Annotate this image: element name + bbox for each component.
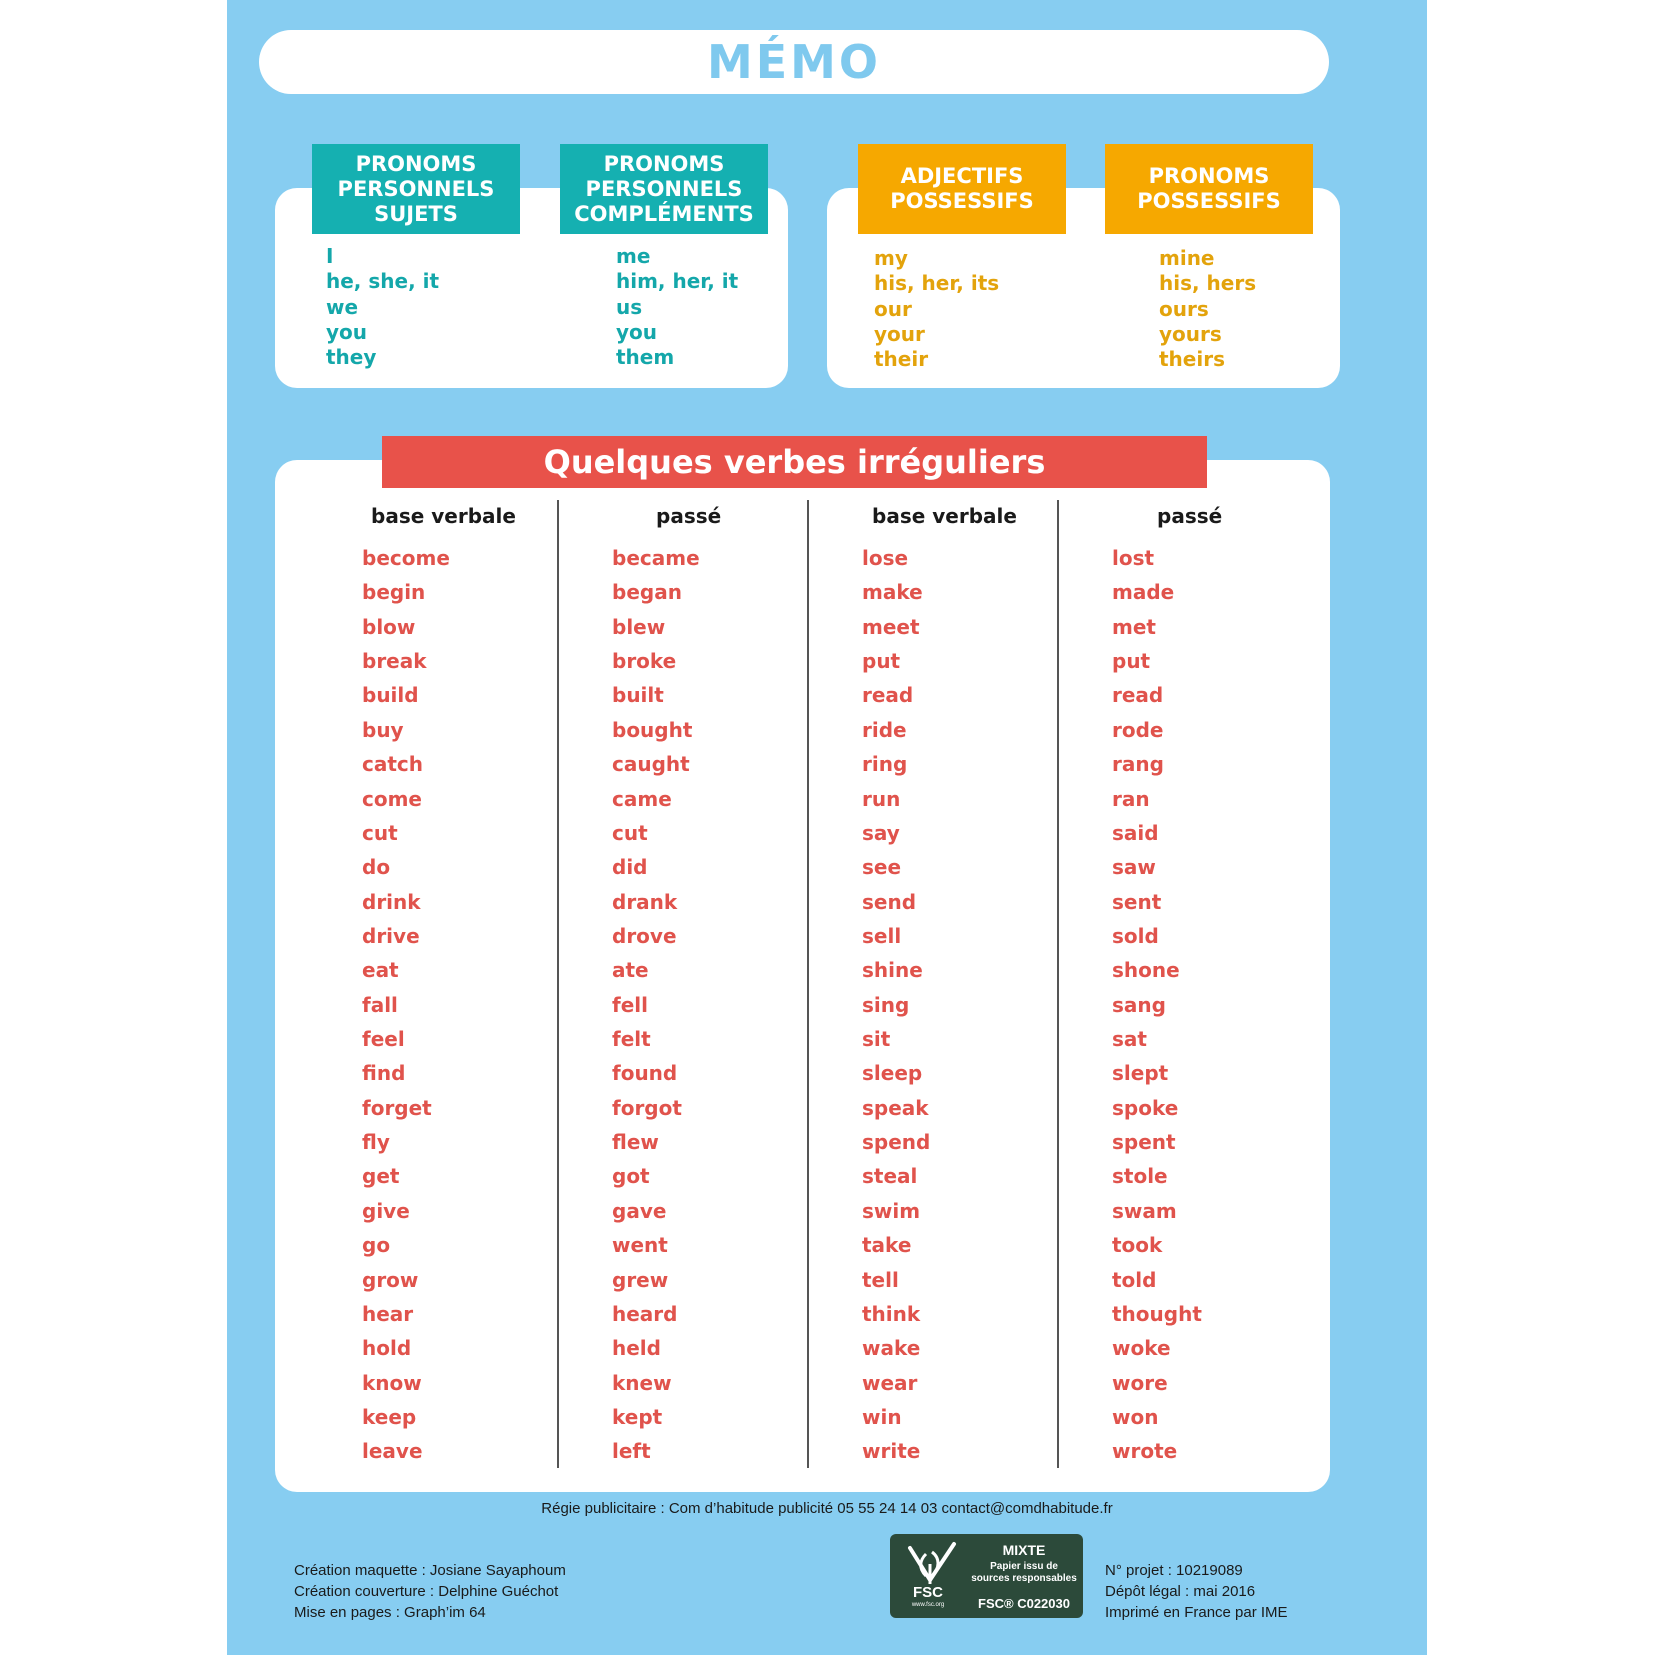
list-item: give [362, 1198, 410, 1223]
list-item: ran [1112, 786, 1150, 811]
list-item: blow [362, 614, 416, 639]
list-item: built [612, 683, 664, 708]
title-bar [259, 30, 1329, 94]
list-item: flew [612, 1130, 659, 1155]
list-item: saw [1112, 855, 1156, 880]
list-item: spoke [1112, 1095, 1179, 1120]
list-item: gave [612, 1198, 667, 1223]
list-item: keep [362, 1404, 417, 1429]
list-item: sat [1112, 1027, 1147, 1052]
possessive-adjectives-list [874, 246, 999, 372]
project-line: Dépôt légal : mai 2016 [1105, 1583, 1256, 1600]
list-item: us [616, 294, 643, 319]
list-item: fly [362, 1130, 390, 1155]
past-verbs-list-2 [1112, 541, 1202, 1469]
list-item: put [1112, 649, 1151, 674]
list-item: me [616, 244, 651, 268]
base-verbs-list-2 [862, 541, 930, 1469]
advertising-line: Régie publicitaire : Com d’habitude publicité 05 55 24 14 03 contact@comdhabitude.fr [541, 1500, 1113, 1517]
list-item: take [862, 1233, 912, 1258]
subject-pronouns-heading: PRONOMS PERSONNELS SUJETS [312, 144, 520, 234]
list-item: know [362, 1370, 422, 1395]
list-item: forgot [612, 1095, 682, 1120]
list-item: get [362, 1164, 400, 1189]
list-item: rang [1112, 752, 1164, 777]
list-item: their [874, 347, 929, 372]
object-pronouns-heading: PRONOMS PERSONNELS COMPLÉMENTS [560, 144, 768, 234]
list-item: drank [612, 889, 678, 914]
list-item: kept [612, 1404, 663, 1429]
list-item: do [362, 855, 391, 880]
fsc-subtitle [966, 1561, 1082, 1585]
list-item: tell [862, 1267, 899, 1292]
list-item: spend [862, 1130, 931, 1155]
column-heading-past-2: passé [1157, 504, 1223, 528]
list-item: became [612, 546, 700, 570]
list-item: drive [362, 923, 420, 948]
list-item: find [362, 1061, 406, 1086]
fsc-label: FSC [913, 1584, 943, 1601]
list-item: held [612, 1336, 661, 1361]
list-item: fall [362, 992, 398, 1017]
list-item: go [362, 1233, 391, 1258]
list-item: hold [362, 1336, 412, 1361]
list-item: left [612, 1439, 651, 1464]
list-item: said [1112, 820, 1159, 845]
list-item: slept [1112, 1061, 1169, 1086]
list-item: heard [612, 1301, 678, 1326]
list-item: him, her, it [616, 269, 739, 294]
list-item: went [612, 1233, 668, 1258]
list-item: theirs [1159, 347, 1225, 372]
credit-line: Création maquette : Josiane Sayaphoum [294, 1562, 566, 1579]
list-item: shine [862, 958, 923, 983]
list-item: ours [1159, 296, 1209, 321]
credits-block [294, 1560, 566, 1623]
subject-pronouns-list [326, 244, 439, 370]
list-item: run [862, 786, 901, 811]
list-item: ride [862, 717, 907, 742]
column-divider [1057, 500, 1059, 1468]
list-item: yours [1159, 321, 1222, 346]
list-item: sold [1112, 923, 1159, 948]
list-item: drove [612, 923, 677, 948]
list-item: bought [612, 717, 693, 742]
list-item: his, her, its [874, 271, 1000, 296]
fsc-code: FSC® C022030 [978, 1596, 1070, 1611]
list-item: your [874, 321, 925, 346]
project-line: Imprimé en France par IME [1105, 1604, 1288, 1621]
fsc-subtitle-line: sources responsables [971, 1573, 1077, 1584]
fsc-badge [890, 1534, 1083, 1618]
column-heading-base-2: base verbale [872, 504, 1017, 528]
list-item: rode [1112, 717, 1164, 742]
list-item: cut [362, 820, 398, 845]
list-item: sit [862, 1027, 891, 1052]
list-item: ring [862, 752, 908, 777]
list-item: you [326, 319, 368, 344]
project-line: N° projet : 10219089 [1105, 1562, 1243, 1579]
list-item: got [612, 1164, 650, 1189]
list-item: felt [612, 1027, 651, 1052]
list-item: lost [1112, 546, 1155, 570]
list-item: wrote [1112, 1439, 1178, 1464]
list-item: woke [1112, 1336, 1171, 1361]
memo-sheet [227, 0, 1427, 1655]
page-title: MÉMO [706, 35, 882, 89]
list-item: stole [1112, 1164, 1168, 1189]
list-item: shone [1112, 958, 1180, 983]
list-item: caught [612, 752, 690, 777]
list-item: put [862, 649, 901, 674]
list-item: our [874, 296, 912, 321]
list-item: swim [862, 1198, 921, 1223]
list-item: wake [862, 1336, 921, 1361]
list-item: broke [612, 649, 677, 674]
base-verbs-list-1 [362, 541, 450, 1469]
list-item: win [862, 1404, 902, 1429]
list-item: I [326, 244, 334, 268]
list-item: took [1112, 1233, 1163, 1258]
list-item: sent [1112, 889, 1162, 914]
list-item: spent [1112, 1130, 1176, 1155]
fsc-subtitle-line: Papier issu de [990, 1561, 1058, 1572]
list-item: blew [612, 614, 666, 639]
list-item: read [1112, 683, 1164, 708]
list-item: feel [362, 1027, 405, 1052]
list-item: grew [612, 1267, 669, 1292]
list-item: mine [1159, 246, 1215, 270]
fsc-mixte: MIXTE [1002, 1542, 1046, 1558]
list-item: cut [612, 820, 648, 845]
list-item: my [874, 246, 908, 270]
list-item: them [616, 345, 675, 370]
list-item: hear [362, 1301, 414, 1326]
list-item: speak [862, 1095, 929, 1120]
list-item: leave [362, 1439, 423, 1464]
list-item: grow [362, 1267, 419, 1292]
credit-line: Mise en pages : Graph’im 64 [294, 1604, 486, 1621]
list-item: break [362, 649, 427, 674]
irregular-verbs-banner: Quelques verbes irréguliers [382, 436, 1207, 488]
list-item: come [362, 786, 422, 811]
column-divider [807, 500, 809, 1468]
list-item: made [1112, 580, 1175, 605]
list-item: found [612, 1061, 678, 1086]
list-item: become [362, 546, 450, 570]
possessive-pronouns-list [1159, 246, 1256, 372]
list-item: lose [862, 546, 909, 570]
list-item: eat [362, 958, 399, 983]
possessive-adjectives-heading: ADJECTIFS POSSESSIFS [858, 144, 1066, 234]
past-verbs-list-1 [612, 541, 700, 1469]
credit-line: Création couverture : Delphine Guéchot [294, 1583, 559, 1600]
list-item: wear [862, 1370, 918, 1395]
list-item: begin [362, 580, 426, 605]
list-item: told [1112, 1267, 1157, 1292]
list-item: say [862, 820, 900, 845]
list-item: write [862, 1439, 921, 1464]
list-item: see [862, 855, 902, 880]
list-item: buy [362, 717, 404, 742]
list-item: met [1112, 614, 1156, 639]
list-item: ate [612, 958, 649, 983]
list-item: fell [612, 992, 648, 1017]
list-item: catch [362, 752, 424, 777]
list-item: think [862, 1301, 921, 1326]
list-item: knew [612, 1370, 672, 1395]
column-divider [557, 500, 559, 1468]
list-item: sleep [862, 1061, 923, 1086]
list-item: steal [862, 1164, 918, 1189]
list-item: thought [1112, 1301, 1202, 1326]
list-item: sell [862, 923, 902, 948]
list-item: drink [362, 889, 421, 914]
list-item: wore [1112, 1370, 1168, 1395]
list-item: forget [362, 1095, 432, 1120]
list-item: you [616, 319, 658, 344]
possessive-pronouns-heading: PRONOMS POSSESSIFS [1105, 144, 1313, 234]
list-item: won [1112, 1404, 1159, 1429]
object-pronouns-list [616, 244, 738, 370]
list-item: send [862, 889, 917, 914]
list-item: came [612, 786, 672, 811]
list-item: began [612, 580, 682, 605]
list-item: read [862, 683, 914, 708]
list-item: he, she, it [326, 269, 440, 294]
list-item: meet [862, 614, 920, 639]
list-item: they [326, 345, 377, 370]
list-item: sing [862, 992, 910, 1017]
list-item: make [862, 580, 923, 605]
column-heading-past-1: passé [656, 504, 722, 528]
list-item: we [326, 294, 359, 319]
column-heading-base-1: base verbale [371, 504, 516, 528]
list-item: swam [1112, 1198, 1177, 1223]
fsc-url: www.fsc.org [911, 1602, 945, 1608]
list-item: did [612, 855, 648, 880]
list-item: sang [1112, 992, 1166, 1017]
list-item: his, hers [1159, 271, 1257, 296]
project-info [1105, 1560, 1288, 1623]
list-item: build [362, 683, 419, 708]
